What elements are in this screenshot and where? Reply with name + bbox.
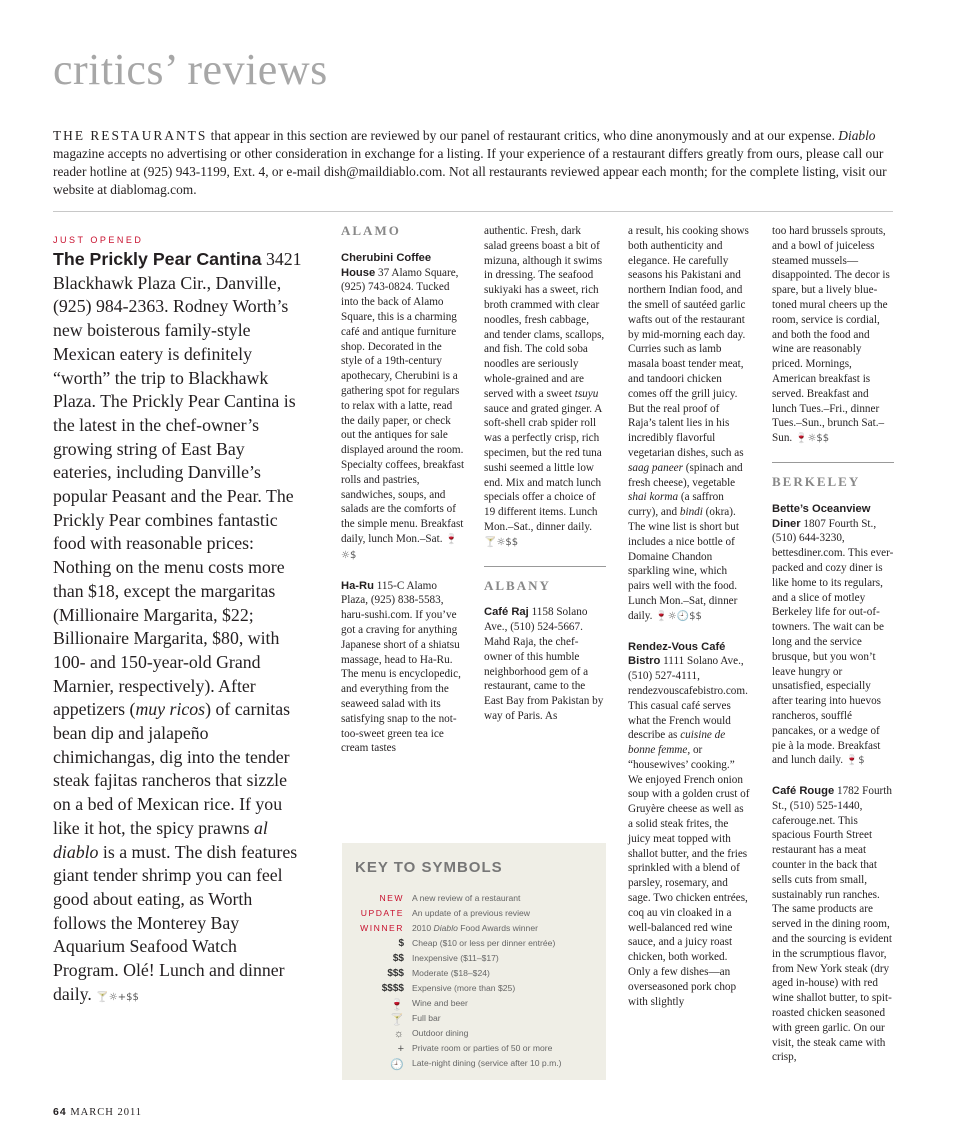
review-rendez-vous [628, 640, 750, 1010]
key-row [342, 923, 606, 938]
review-text: authentic. Fresh, dark salad greens boast a bit of mizuna, although it swims in dressing. The seafood sukiyaki has a sweet, rich broth crammed with clear noodles, fresh cabbage, and tender clams, scallops, and fish. The cold soba noodles are seriously whole-grained and are served with a sweet [484, 225, 605, 400]
restaurant-name: Cherubini Coffee House [341, 251, 432, 279]
review-text: 1158 Solano Ave., (510) 524-5667. Mahd Raja, the chef-owner of this humble neighborhood gem of a restaurant, came to the East Bay from Pakistan by way of Paris. As [484, 606, 604, 722]
review-italic: bindi [679, 506, 703, 519]
review-symbols: 🍷☼$$ [795, 433, 830, 445]
column-alamo [341, 224, 465, 771]
intro-text-2: magazine accepts no advertising or other consideration in exchange for a listing. If your experience of a restaurant differs greatly from ours, please call our reader hotline at (925) 943-1199, Ext. 4, or e-mail dish@maildiablo.com. Not all restaurants reviewed appear each month; for the complete listing, visit our website at diablomag.com. [53, 146, 887, 197]
review-text: or “housewives’ cooking.” We enjoyed French onion soup with a golden crust of Gruyère cheese as well as a solid steak frites, the juicy meat topped with shallot butter, and the fries sprinkled with a blend of parsley, rosemary, and sage. Two chicken entrées, coq au vin cloaked in a well-balanced red wine sauce, and a juicy roast chicken, both worked. Only a few dishes—an overseasoned pork chop with slightly [628, 744, 750, 1008]
key-description: Late-night dining (service after 10 p.m.) [412, 1058, 562, 1068]
key-symbol: NEW [379, 893, 404, 903]
review-text: too hard brussels sprouts, and a bowl of juiceless steamed mussels—disappointed. The decor is spare, but a lively blue-toned mural cheers up the room, service is cordial, and both the food and wine are reasonably priced. Mornings, American breakfast is served. Breakfast and lunch Tues.–Fri., dinner Tues.–Sun., brunch Sat.–Sun. [772, 225, 890, 445]
key-row [342, 1028, 606, 1043]
key-title: KEY TO SYMBOLS [355, 859, 503, 876]
key-symbol: UPDATE [360, 908, 404, 918]
restaurant-name: Rendez-Vous Café Bistro [628, 640, 726, 668]
review-text: a result, his cooking shows both authenticity and elegance. He carefully seasons his Pakistani and northern Indian food, and the smell of sautéed garlic wafts out of the restaurant by mid-morning each day. Curries such as lamb masala boast tender meat, and tandoori chicken comes off the grill juicy. But the real proof of Raja’s talent lies in his incredibly flavorful vegetarian dishes, such as [628, 225, 749, 459]
key-row [342, 968, 606, 983]
key-row [342, 953, 606, 968]
section-heading-alamo: ALAMO [341, 223, 401, 238]
review-text: 1111 Solano Ave., (510) 527-4111, rendezvouscafebistro.com. This casual café serves what the French would describe as [628, 655, 748, 742]
review-text: 1782 Fourth St., (510) 525-1440, caferouge.net. This spacious Fourth Street restaurant has a meat counter in the back that sells cuts from small, sustainably run ranches. The same products are served in the dining room, and the sourcing is evident in the scrumptious flavor, from New York steak (dry aged in-house) with red wine shallot butter, to spit-roasted chicken seasoned with green garlic. On our visit, the steak came with crisp, [772, 785, 892, 1064]
review-italic: tsuyu [574, 387, 599, 400]
review-text: (a saffron curry), and [628, 491, 724, 519]
key-symbol: $$$$ [381, 983, 404, 994]
restaurant-name: Ha-Ru [341, 579, 374, 592]
key-to-symbols [342, 843, 606, 1080]
key-description: Cheap ($10 or less per dinner entrée) [412, 938, 556, 948]
restaurant-name: Café Rouge [772, 785, 835, 798]
key-symbol: $$$ [387, 968, 404, 979]
key-row [342, 1043, 606, 1058]
column-4 [628, 224, 750, 1024]
review-symbols: 🍸☼$$ [484, 536, 519, 548]
key-description: An update of a previous review [412, 908, 530, 918]
review-text: 115-C Alamo Plaza, (925) 838-5583, haru-sushi.com. If you’ve got a craving for anything Japanese short of a shiatsu massage, head to Ha-Ru. The menu is encyclopedic, and everything from the seaweed salad with its satisfying snap to the not-too-sweet green tea ice cream tastes [341, 579, 461, 755]
section-heading-berkeley: BERKELEY [772, 473, 861, 489]
section-divider [772, 462, 894, 463]
review-cafe-raj [484, 605, 606, 723]
review-italic: shai korma [628, 491, 679, 504]
lead-restaurant-name: The Prickly Pear Cantina [53, 249, 262, 269]
key-row [342, 1013, 606, 1028]
review-rendez-vous-continued [772, 224, 894, 447]
key-symbol: $$ [392, 953, 404, 964]
lead-italic: muy ricos [135, 699, 206, 720]
plus-icon: + [397, 1043, 404, 1055]
review-symbols: 🍷☼🕘$$ [655, 610, 702, 622]
restaurant-name: Bette’s Oceanview Diner [772, 502, 871, 530]
intro-diablo: Diablo [838, 128, 876, 143]
lead-review [53, 248, 303, 1010]
key-description: Private room or parties of 50 or more [412, 1043, 553, 1053]
review-text: sauce and grated ginger. A soft-shell crab spider roll was a perfectly crisp, rich specimen, but the red tuna sushi seemed a little low end. Mix and match lunch specials offer a choice of 19 different items. Lunch Mon.–Sat., dinner daily. [484, 402, 602, 533]
review-text: 1807 Fourth St., (510) 644-3230, bettesdiner.com. This ever-packed and cozy diner is like home to its regulars, and a slice of motley Berkeley life for out-of-towners. The wait can be long and the service brusque, but you won’t leave hungry or unsatisfied, especially after tearing into huevos rancheros, soufflé pancakes, or a wedge of pie à la mode. Breakfast and lunch daily. [772, 517, 894, 767]
column-berkeley [772, 224, 894, 1080]
key-desc-part: 2010 [412, 923, 434, 933]
lead-symbols: 🍸☼+$$ [96, 991, 139, 1003]
review-text: (spinach and fresh cheese), vegetable [628, 461, 743, 489]
intro-caps: THE RESTAURANTS [53, 128, 208, 143]
review-cafe-raj-continued [628, 224, 750, 625]
review-bettes [772, 502, 894, 769]
review-ha-ru [341, 579, 465, 757]
key-symbol: WINNER [360, 923, 404, 933]
key-desc-italic: Diablo [433, 923, 458, 933]
lead-text: ) of carnitas bean dip and jalapeño chimichangas, dig into the tender steak fajitas rancheros that sizzle on a bed of Mexican rice. If you like it hot, the spicy prawns [53, 699, 291, 838]
key-row [342, 1058, 606, 1073]
review-italic: saag paneer [628, 461, 683, 474]
review-text: 37 Alamo Square, (925) 743-0824. Tucked into the back of Alamo Square, this is a charming café and antique furniture shop. Decorated in the style of a 19th-century apothecary, Cherubini is a gathering spot for regulars to relax with a latte, read the daily paper, or check out the antiques for sale displayed around the room. Specialty coffees, breakfast rolls and pastries, sandwiches, soups, and salads are the comforts of the simple menu. Breakfast daily, lunch Mon.–Sat. [341, 266, 465, 545]
key-description: Outdoor dining [412, 1028, 469, 1038]
lead-italic: al diablo [53, 817, 268, 862]
key-row [342, 938, 606, 953]
intro-paragraph [53, 127, 903, 199]
key-description: Inexpensive ($11–$17) [412, 953, 499, 963]
intro-text: that appear in this section are reviewed by our panel of restaurant critics, who dine anonymously and at our expense. [207, 128, 839, 143]
review-cafe-rouge [772, 784, 894, 1065]
key-description: Wine and beer [412, 998, 468, 1008]
key-desc-part: Food Awards winner [457, 923, 538, 933]
cocktail-glass-icon: 🍸 [390, 1014, 404, 1026]
header-divider [53, 211, 893, 212]
page-number: 64 [53, 1106, 67, 1118]
section-heading-albany: ALBANY [484, 577, 551, 593]
lead-text: 3421 Blackhawk Plaza Cir., Danville, (925) 984-2363. Rodney Worth’s new boisterous family-style Mexican eatery is definitely “worth” the trip to Blackhawk Plaza. The Prickly Pear Cantina is the latest in the chef-owner’s growing string of East Bay eateries, including Danville’s popular Peasant and the Pear. The Prickly Pear combines fantastic food with reasonable prices: Nothing on the menu costs more than $18, except the margaritas (Millionaire Margarita, $22; Billionaire Margarita, $80, with 100- and 150-year-old Grand Marnier, respectively). After appetizers ( [53, 249, 302, 720]
review-symbols: 🍷$ [845, 755, 865, 767]
key-description [412, 923, 538, 933]
issue-date: MARCH 2011 [70, 1107, 143, 1118]
key-description: A new review of a restaurant [412, 893, 521, 903]
page-footer [53, 1106, 142, 1118]
key-description: Moderate ($18–$24) [412, 968, 490, 978]
column-3 [484, 224, 606, 739]
restaurant-name: Café Raj [484, 606, 529, 619]
key-symbol: $ [398, 938, 404, 949]
just-opened-label: JUST OPENED [53, 235, 144, 245]
section-divider [484, 566, 606, 567]
key-row [342, 908, 606, 923]
key-row [342, 893, 606, 908]
wine-glass-icon: 🍷 [390, 999, 404, 1011]
review-ha-ru-continued [484, 224, 606, 551]
review-symbols: 🍷☼$ [341, 533, 458, 561]
review-cherubini [341, 251, 465, 564]
key-description: Full bar [412, 1013, 441, 1023]
review-text: (okra). The wine list is short but includes a nice bottle of Domaine Chandon sparkling wine, which pairs well with the food. Lunch Mon.–Sat, dinner daily. [628, 506, 739, 622]
key-row [342, 983, 606, 998]
sun-icon: ☼ [393, 1028, 404, 1040]
clock-icon: 🕘 [390, 1059, 404, 1071]
key-row [342, 998, 606, 1013]
key-description: Expensive (more than $25) [412, 983, 516, 993]
page-title: critics’ reviews [53, 45, 328, 94]
review-italic: cuisine de bonne femme, [628, 729, 726, 757]
lead-text: is a must. The dish features giant tender shrimp you can feel good about eating, as Worth follows the Monterey Bay Aquarium Seafood Watch Program. Olé! Lunch and dinner daily. [53, 841, 298, 1004]
